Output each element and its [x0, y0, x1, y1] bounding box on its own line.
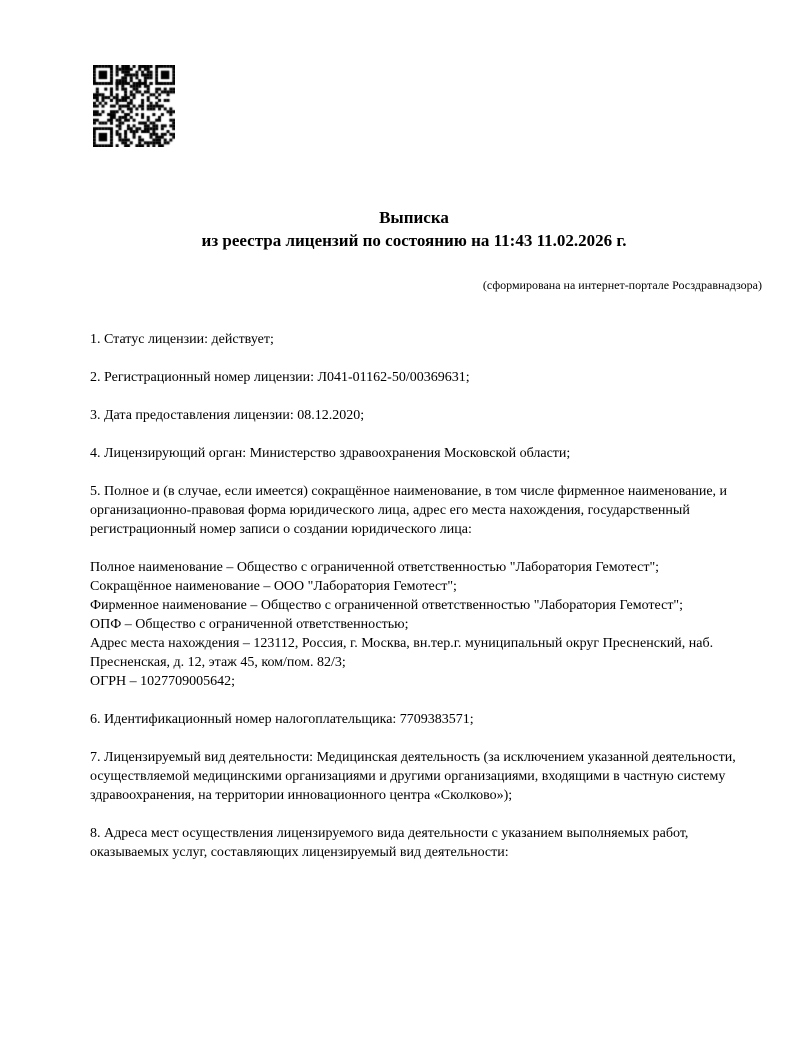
document-title-line1: Выписка [379, 208, 449, 227]
paragraph-line: 1. Статус лицензии: действует; [90, 332, 274, 347]
paragraph-line: ОГРН – 1027709005642; [90, 674, 235, 689]
paragraph-line: 8. Адреса мест осуществления лицензируемого вида деятельности с указанием выполняемых работ, оказываемых услуг, составляющих лицензируемый вид деятельности: [90, 826, 689, 860]
paragraph-line: Сокращённое наименование – ООО "Лаборатория Гемотест"; [90, 579, 457, 594]
paragraph-line: Адрес места нахождения – 123112, Россия, г. Москва, вн.тер.г. муниципальный округ Пресненский, наб. Пресненская, д. 12, этаж 45, ком/пом. 82/3; [90, 636, 714, 670]
numbered-item [90, 368, 738, 387]
numbered-item [90, 444, 738, 463]
paragraph-line: 2. Регистрационный номер лицензии: Л041-01162-50/00369631; [90, 370, 470, 385]
paragraph-line: ОПФ – Общество с ограниченной ответственностью; [90, 617, 409, 632]
paragraph-line: 6. Идентификационный номер налогоплательщика: 7709383571; [90, 712, 474, 727]
paragraph-line: Полное наименование – Общество с ограниченной ответственностью "Лаборатория Гемотест"; [90, 560, 660, 575]
numbered-item [90, 710, 738, 729]
document-title [90, 206, 738, 252]
document-title-line2: из реестра лицензий по состоянию на 11:43 11.02.2026 г. [201, 231, 627, 250]
numbered-item [90, 330, 738, 349]
paragraph-line: 5. Полное и (в случае, если имеется) сокращённое наименование, в том числе фирменное наименование, и организационно-правовая форма юридического лица, адрес его места нахождения, государственный регистрационный номер записи о создании юридического лица: [90, 484, 728, 537]
numbered-item [90, 748, 738, 805]
qr-code-icon [93, 65, 175, 147]
paragraph-line: Фирменное наименование – Общество с ограниченной ответственностью "Лаборатория Гемотест"; [90, 598, 684, 613]
paragraph-line: 3. Дата предоставления лицензии: 08.12.2020; [90, 408, 365, 423]
numbered-item [90, 482, 738, 539]
document-subtitle: (сформирована на интернет-портале Росздравнадзора) [482, 278, 762, 292]
paragraph-line: 4. Лицензирующий орган: Министерство здравоохранения Московской области; [90, 446, 571, 461]
paragraph-line: 7. Лицензируемый вид деятельности: Медицинская деятельность (за исключением указанной деятельности, осуществляемой медицинскими организациями и другими организациями, входящими в частную систему здравоохранения, на территории инновационного центра «Сколково»); [90, 750, 736, 803]
document-body [90, 330, 738, 862]
numbered-item [90, 406, 738, 425]
numbered-item [90, 824, 738, 862]
detail-block [90, 558, 738, 691]
